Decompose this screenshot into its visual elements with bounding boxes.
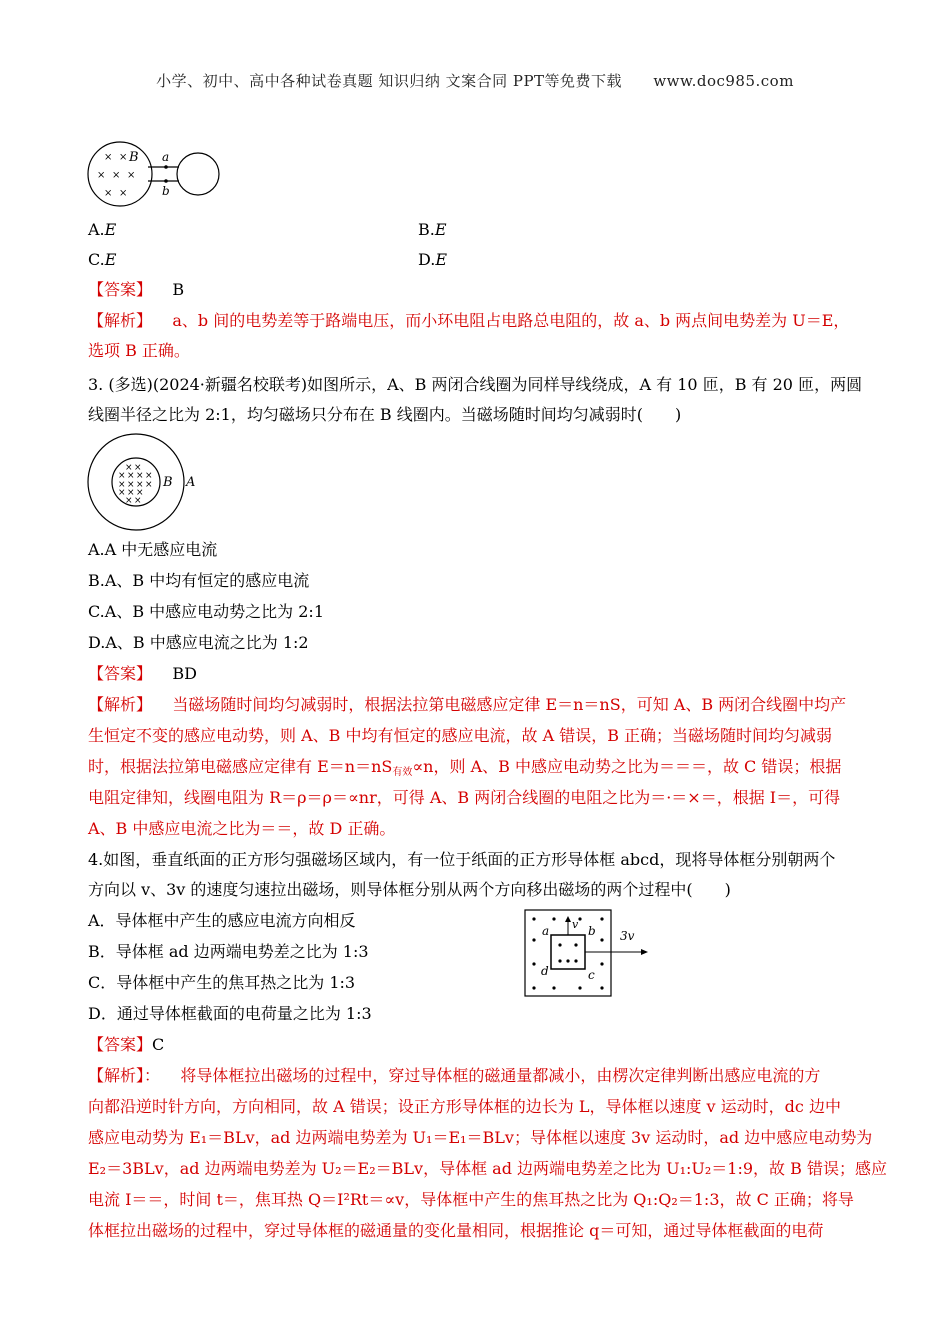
svg-text:×: × xyxy=(125,496,133,506)
svg-text:×: × xyxy=(112,170,121,181)
figure-coil-ring xyxy=(86,140,226,210)
svg-text:×: × xyxy=(127,170,136,181)
q3-stem-line-2: 线圈半径之比为 2:1，均匀磁场只分布在 B 线圈内。当磁场随时间均匀减弱时( ) xyxy=(88,405,682,424)
fig3-label-A: A xyxy=(186,475,196,490)
q4-analysis-line-6: 体框拉出磁场的过程中，穿过导体框的磁通量的变化量相同，根据推论 q＝可知，通过导体框截面的电荷 xyxy=(88,1221,824,1240)
q4-analysis-line-2: 向都沿逆时针方向，方向相同，故 A 错误；设正方形导体框的边长为 L，导体框以速度 v 运动时，dc 边中 xyxy=(88,1097,841,1116)
q4-answer: 【答案】C xyxy=(88,1035,165,1054)
fig4-label-3v: 3v xyxy=(620,929,635,943)
q3-analysis-line-5: A、B 中感应电流之比为＝＝，故 D 正确。 xyxy=(88,819,396,838)
q2-analysis-line-2: 选项 B 正确。 xyxy=(88,341,190,360)
q3-option-b: B.A、B 中均有恒定的感应电流 xyxy=(88,571,310,590)
q2-option-a: A.E xyxy=(88,220,117,239)
q3-answer: 【答案】 BD xyxy=(88,664,197,683)
svg-text:×: × xyxy=(118,488,126,498)
fig4-label-a: a xyxy=(542,924,550,938)
q3-stem-line-1: 3. (多选)(2024·新疆名校联考)如图所示，A、B 两闭合线圈为同样导线绕成，A 有 10 匝，B 有 20 匝，两圆 xyxy=(88,375,863,394)
svg-text:×: × xyxy=(118,480,126,490)
fig1-label-b: b xyxy=(162,184,170,198)
fig1-label-a: a xyxy=(162,150,170,164)
q3-analysis-line-1: 【解析】 当磁场随时间均匀减弱时，根据法拉第电磁感应定律 E＝n＝nS，可知 A、B 两闭合线圈中均产 xyxy=(88,695,847,714)
q4-analysis-line-1: 【解析】： 将导体框拉出磁场的过程中，穿过导体框的磁通量都减小，由楞次定律判断出感应电流的方 xyxy=(88,1066,821,1085)
q3-option-a: A.A 中无感应电流 xyxy=(88,540,218,559)
svg-text:×: × xyxy=(119,188,128,199)
q4-stem-line-2: 方向以 v、3v 的速度匀速拉出磁场，则导体框分别从两个方向移出磁场的两个过程中( ) xyxy=(88,880,731,899)
svg-text:×: × xyxy=(134,463,142,473)
svg-text:×: × xyxy=(104,152,113,163)
fig4-label-d: d xyxy=(541,964,549,978)
q3-analysis-line-3: 时，根据法拉第电磁感应定律有 $E=n=nS_{有效}\propto n$，则 A、B 中感应电动势之比为＝＝＝，故 C 错误；根据 xyxy=(88,757,842,778)
q4-analysis-line-5: 电流 I＝＝，时间 t＝，焦耳热 Q＝I²Rt＝∝v，导体框中产生的焦耳热之比为 Q₁:Q₂＝1:3，故 C 正确；将导 xyxy=(88,1190,854,1209)
q4-option-b: B．导体框 ad 边两端电势差之比为 1:3 xyxy=(88,942,369,961)
q2-option-c: C.E xyxy=(88,250,117,269)
q3-option-c: C.A、B 中感应电动势之比为 2:1 xyxy=(88,602,324,621)
svg-text:×: × xyxy=(127,488,135,498)
svg-text:×: × xyxy=(125,463,133,473)
q2-analysis-line-1: 【解析】 a、b 间的电势差等于路端电压，而小环电阻占电路总电阻的，故 a、b 两点间电势差为 U＝E， xyxy=(88,311,850,330)
svg-text:×: × xyxy=(136,471,144,481)
header-url: www.doc985.com xyxy=(653,72,794,90)
svg-text:×: × xyxy=(136,488,144,498)
fig4-label-b: b xyxy=(588,924,596,938)
q2-option-d: D.E xyxy=(418,250,448,269)
q3-analysis-line-4: 电阻定律知，线圈电阻为 R＝ρ＝ρ＝∝nr，可得 A、B 两闭合线圈的电阻之比为＝·＝×＝，根据 I＝，可得 xyxy=(88,788,841,807)
q4-analysis-line-3: 感应电动势为 E₁＝BLv，ad 边两端电势差为 U₁＝E₁＝BLv；导体框以速度 3v 运动时，ad 边中感应电动势为 xyxy=(88,1128,873,1147)
q2-option-b: B.E xyxy=(418,220,447,239)
q2-answer: 【答案】 B xyxy=(88,280,185,299)
svg-text:×: × xyxy=(119,152,128,163)
fig3-label-B: B xyxy=(163,475,173,490)
q4-option-c: C．导体框中产生的焦耳热之比为 1:3 xyxy=(88,973,356,992)
header-text: 小学、初中、高中各种试卷真题 知识归纳 文案合同 PPT等免费下载 xyxy=(156,72,623,90)
svg-text:×: × xyxy=(145,480,153,490)
q4-option-a: A．导体框中产生的感应电流方向相反 xyxy=(88,911,356,930)
svg-text:×: × xyxy=(97,170,106,181)
page-header xyxy=(0,70,950,91)
svg-text:×: × xyxy=(127,471,135,481)
svg-text:×: × xyxy=(118,471,126,481)
q3-option-d: D.A、B 中感应电流之比为 1:2 xyxy=(88,633,309,652)
fig4-label-c: c xyxy=(588,968,595,982)
q4-stem-line-1: 4.如图，垂直纸面的正方形匀强磁场区域内，有一位于纸面的正方形导体框 abcd，现将导体框分别朝两个 xyxy=(88,850,836,869)
svg-text:×: × xyxy=(136,480,144,490)
fig4-label-v: v xyxy=(572,918,579,931)
q3-analysis-line-2: 生恒定不变的感应电动势，则 A、B 中均有恒定的感应电流，故 A 错误，B 正确；当磁场随时间均匀减弱 xyxy=(88,726,833,745)
figure-concentric-coils xyxy=(86,432,216,532)
q4-analysis-line-4: E₂＝3BLv，ad 边两端电势差为 U₂＝E₂＝BLv，导体框 ad 边两端电势差之比为 U₁:U₂＝1:9，故 B 错误；感应 xyxy=(88,1159,887,1178)
svg-text:×: × xyxy=(145,471,153,481)
svg-text:×: × xyxy=(127,480,135,490)
q4-option-d: D．通过导体框截面的电荷量之比为 1:3 xyxy=(88,1004,372,1023)
svg-text:×: × xyxy=(104,188,113,199)
svg-text:×: × xyxy=(134,496,142,506)
fig1-label-B: B xyxy=(129,150,139,165)
figure-square-frame xyxy=(522,908,662,1000)
